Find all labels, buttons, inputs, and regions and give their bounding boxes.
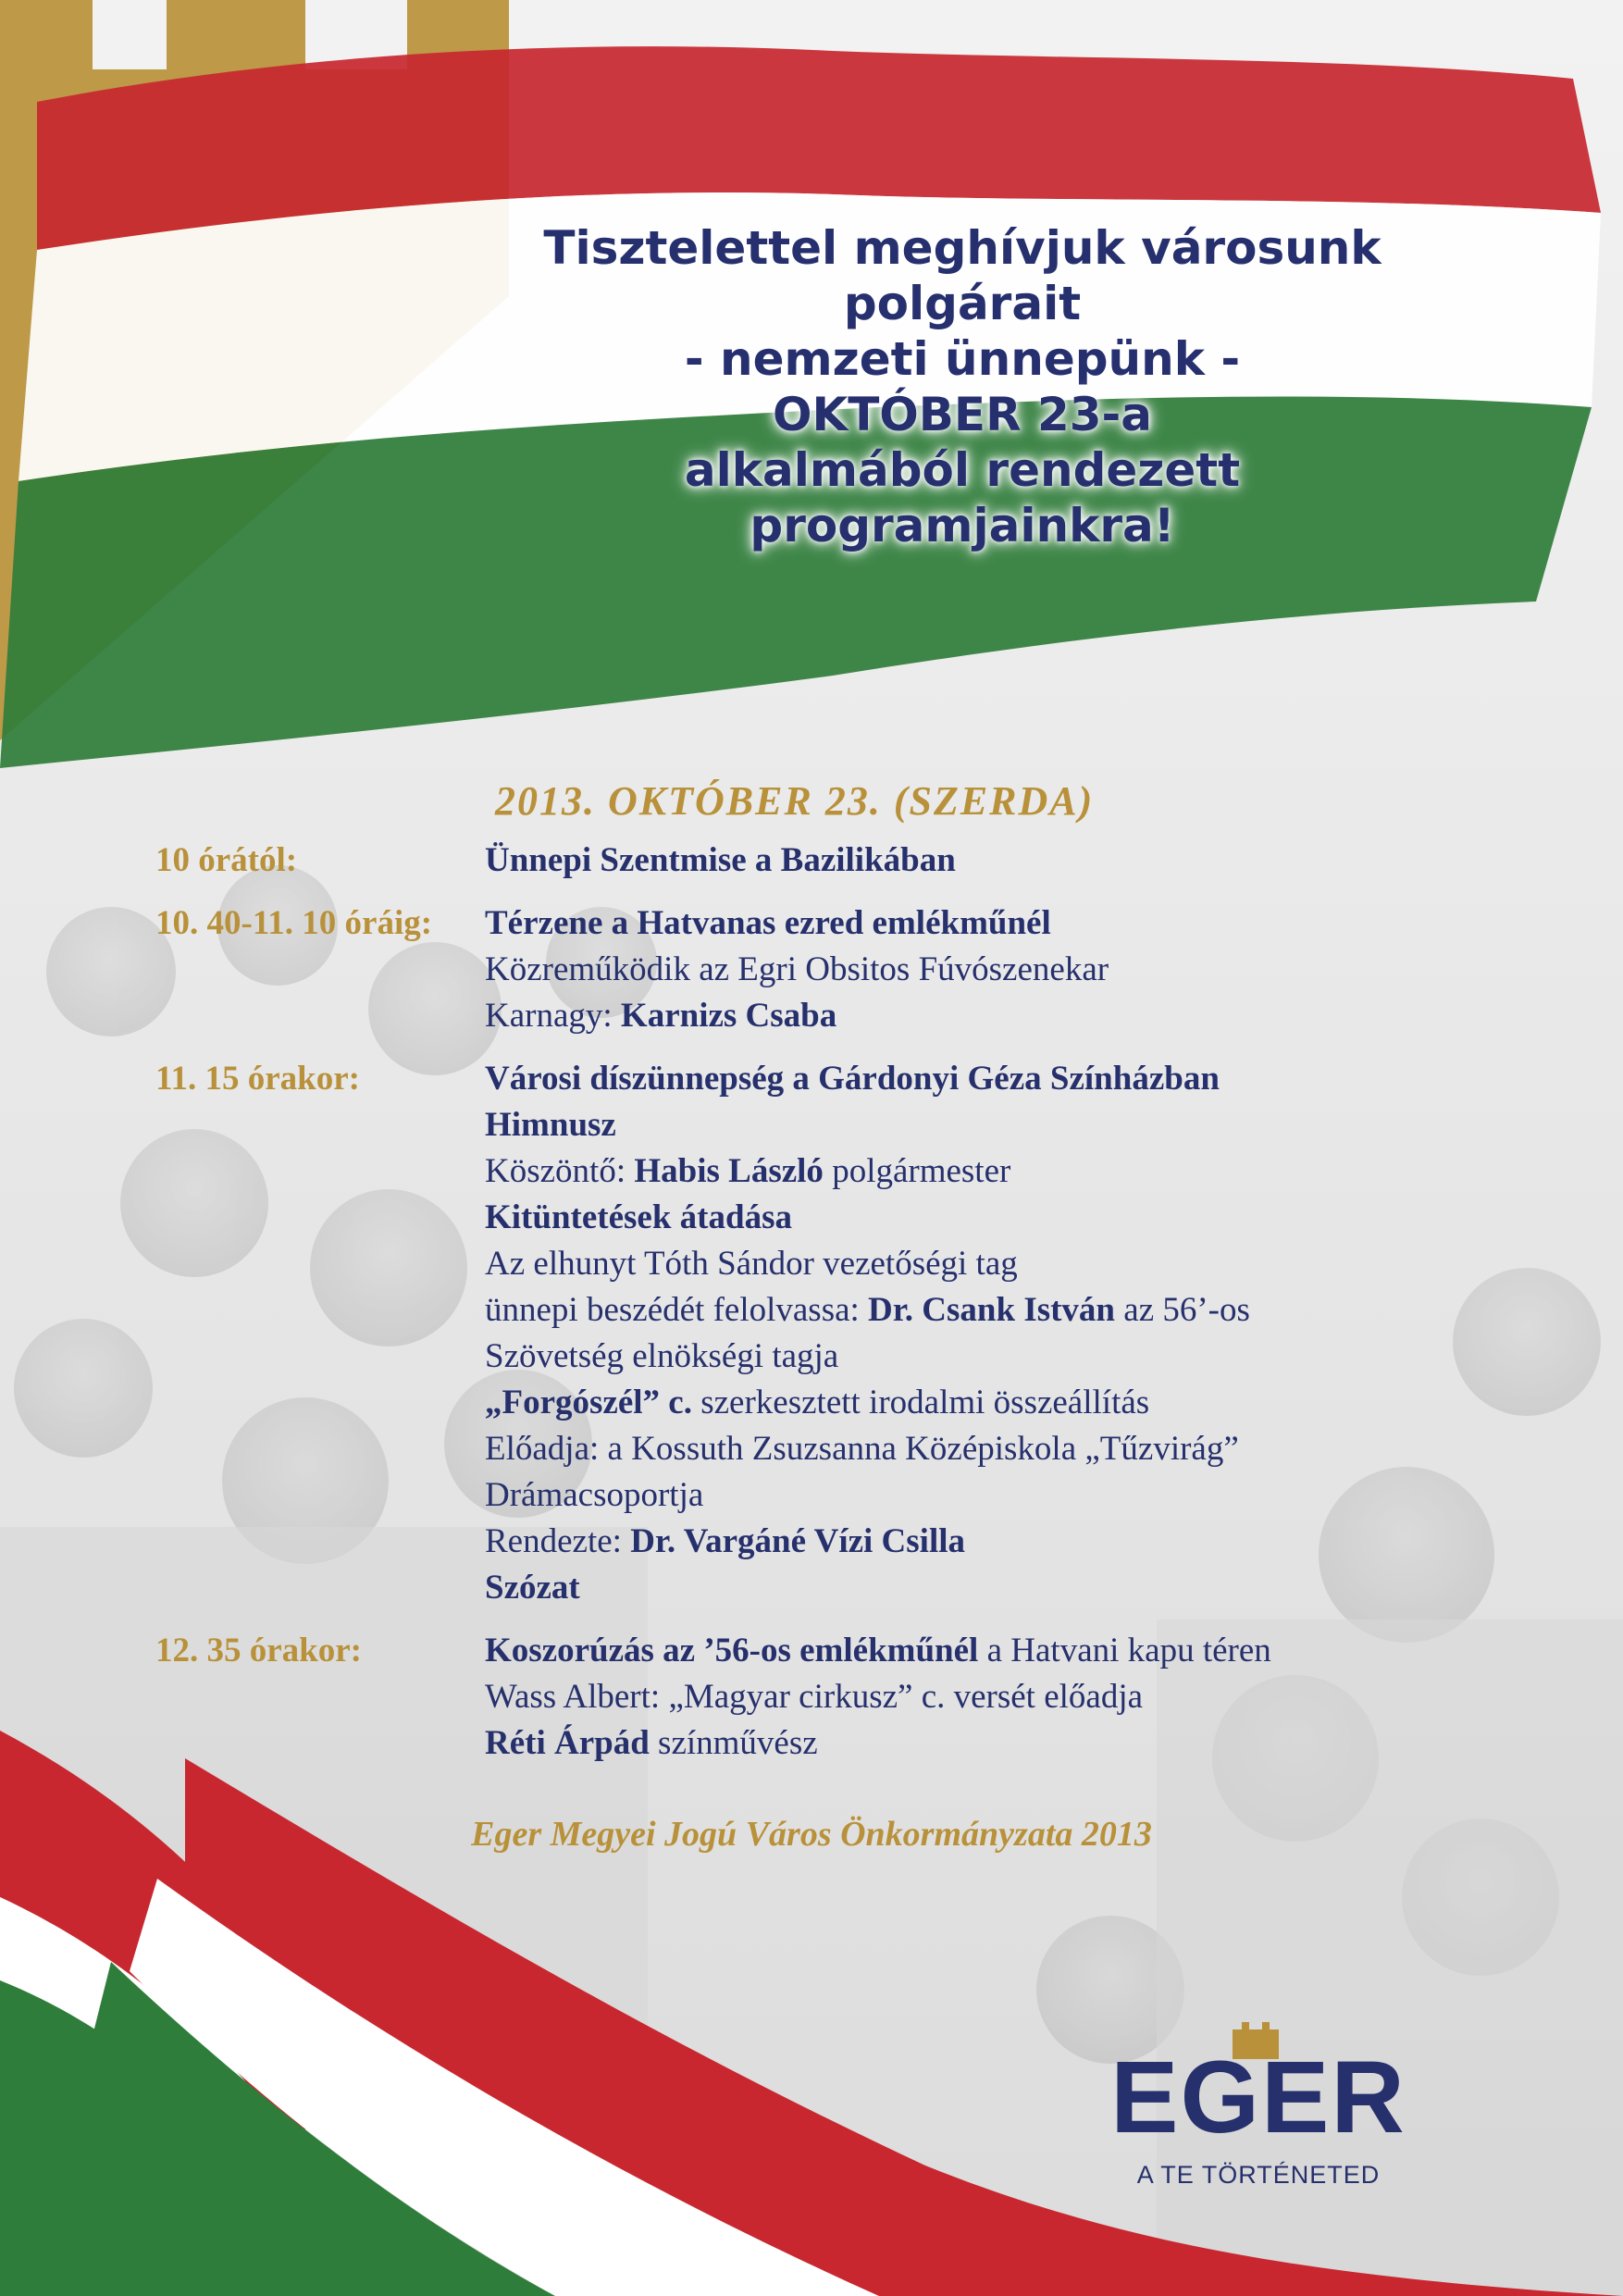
detail-text: polgármester: [823, 1152, 1011, 1190]
program-entry: [155, 1628, 1451, 1767]
entry-detail-line: [485, 947, 1451, 993]
entry-detail-line: [485, 1334, 1451, 1380]
headline-line: - nemzeti ünnepünk -: [684, 332, 1241, 386]
detail-text: ünnepi beszédét felolvassa:: [485, 1291, 869, 1329]
emphasized-text: „Forgószél” c.: [485, 1384, 692, 1421]
entry-detail-line: [485, 1287, 1451, 1334]
emphasized-text: Ünnepi Szentmise a Bazilikában: [485, 841, 956, 879]
detail-text: Karnagy:: [485, 997, 621, 1035]
emphasized-text: Dr. Csank István: [868, 1291, 1116, 1329]
detail-text: Szövetség elnökségi tagja: [485, 1337, 839, 1375]
entry-detail-line: [485, 1720, 1451, 1767]
entry-detail-line: [485, 1519, 1451, 1565]
headline-line: programjainkra!: [750, 499, 1175, 552]
program-entry: [155, 1056, 1451, 1611]
program-entry: [155, 838, 1451, 884]
detail-text: a Hatvani kapu téren: [978, 1632, 1271, 1669]
detail-text: Wass Albert: „Magyar cirkusz” c. versét előadja: [485, 1678, 1144, 1716]
headline-line: OKTÓBER 23-a: [772, 388, 1153, 441]
entry-detail-line: [485, 1472, 1451, 1519]
entry-detail-line: [485, 1195, 1451, 1241]
entry-detail-line: [485, 1102, 1451, 1148]
emphasized-text: Kitüntetések átadása: [485, 1198, 792, 1236]
emphasized-text: Szózat: [485, 1569, 580, 1607]
program-list: [155, 838, 1451, 1767]
invitation-headline: [504, 220, 1420, 553]
detail-text: szerkesztett irodalmi összeállítás: [691, 1384, 1150, 1421]
footer-credit: Eger Megyei Jogú Város Önkormányzata 2013: [471, 1815, 1152, 1854]
detail-text: Köszöntő:: [485, 1152, 635, 1190]
program-entry: [155, 900, 1451, 1039]
headline-line: Tisztelettel meghívjuk városunk: [543, 221, 1381, 275]
emphasized-text: Habis László: [634, 1152, 824, 1190]
entry-spacer: [155, 1611, 1451, 1628]
program-date: 2013. OKTÓBER 23. (SZERDA): [495, 778, 1095, 824]
entry-detail-line: [485, 1426, 1451, 1472]
detail-text: Közreműködik az Egri Obsitos Fúvószenekar: [485, 950, 1109, 988]
eger-logo: [1101, 2022, 1416, 2207]
entry-detail-line: [485, 1148, 1451, 1195]
logo-tagline: A TE TÖRTÉNETED: [1136, 2161, 1381, 2189]
entry-detail-line: [485, 900, 1451, 947]
entry-time: 12. 35 órakor:: [155, 1632, 362, 1669]
entry-detail-line: [485, 1056, 1451, 1102]
entry-time: 10. 40-11. 10 óráig:: [155, 904, 433, 942]
detail-text: Az elhunyt Tóth Sándor vezetőségi tag: [485, 1245, 1018, 1283]
entry-detail-line: [485, 1674, 1451, 1720]
entry-detail-line: [485, 838, 1451, 884]
entry-detail-line: [485, 993, 1451, 1039]
emphasized-text: Koszorúzás az ’56-os emlékműnél: [485, 1632, 979, 1669]
emphasized-text: Térzene a Hatvanas ezred emlékműnél: [485, 904, 1051, 942]
entry-detail-line: [485, 1628, 1451, 1674]
entry-spacer: [155, 1039, 1451, 1056]
detail-text: Előadja: a Kossuth Zsuzsanna Középiskola „Tűzvirág”: [485, 1430, 1239, 1468]
emphasized-text: Városi díszünnepség a Gárdonyi Géza Színházban: [485, 1060, 1220, 1098]
detail-text: Drámacsoportja: [485, 1476, 704, 1514]
entry-spacer: [155, 884, 1451, 900]
emphasized-text: Dr. Vargáné Vízi Csilla: [630, 1522, 966, 1560]
emphasized-text: Himnusz: [485, 1106, 616, 1144]
detail-text: Rendezte:: [485, 1522, 631, 1560]
emphasized-text: Karnizs Csaba: [620, 997, 837, 1035]
logo-wordmark: EGER: [1110, 2041, 1406, 2154]
emphasized-text: Réti Árpád: [485, 1724, 650, 1762]
headline-line: alkalmából rendezett: [684, 443, 1241, 497]
detail-text: színművész: [649, 1724, 818, 1762]
entry-detail-line: [485, 1241, 1451, 1287]
entry-detail-line: [485, 1565, 1451, 1611]
headline-line: polgárait: [843, 277, 1082, 330]
detail-text: az 56’-os: [1115, 1291, 1250, 1329]
entry-detail-line: [485, 1380, 1451, 1426]
entry-time: 10 órától:: [155, 841, 298, 879]
entry-time: 11. 15 órakor:: [155, 1060, 360, 1098]
